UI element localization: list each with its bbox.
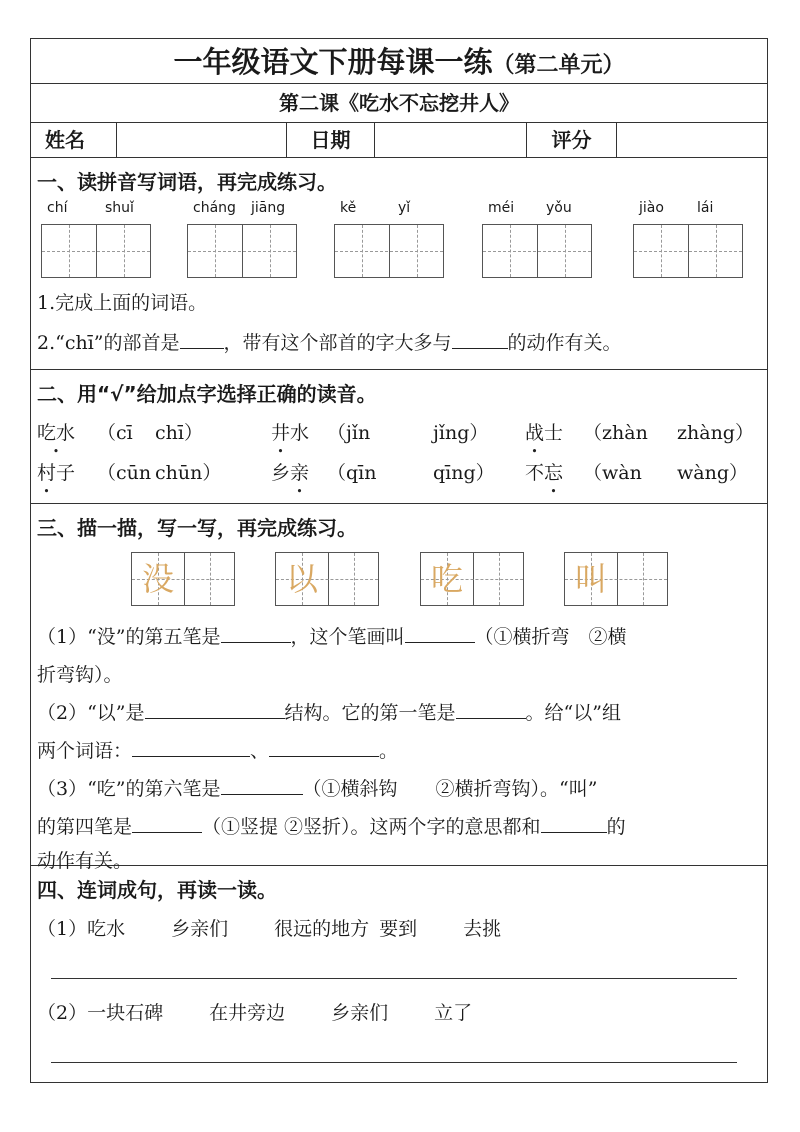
dotted-character: 忘	[544, 462, 564, 484]
reading-option-2[interactable]: jǐng）	[433, 422, 489, 444]
chi-stroke-blank[interactable]	[221, 776, 303, 795]
reading-option-2[interactable]: wàng）	[677, 462, 748, 484]
sentence-2-number: （2）	[37, 1002, 88, 1024]
character: 水	[290, 422, 310, 444]
trace-character: 以	[285, 560, 318, 598]
pinyin-grid-row	[31, 200, 767, 290]
radical-blank[interactable]	[180, 330, 224, 349]
structure-blank[interactable]	[145, 700, 285, 719]
s3-q2-part-c: 。给“以”组	[525, 702, 621, 724]
s1-q2-part-a: 2.“chī”的部首是	[37, 332, 180, 354]
meaning-blank[interactable]	[541, 814, 607, 833]
dotted-character: 村	[37, 462, 57, 484]
reading-option-1[interactable]: （qīn	[327, 462, 377, 484]
worksheet-title	[31, 39, 767, 84]
s3-q2-part-a: （2）“以”是	[37, 702, 145, 724]
reading-option-1[interactable]: （cūn	[97, 462, 152, 484]
s3-q3-part-b: （①横斜钩 ②横折弯钩）。“叫”	[302, 778, 598, 800]
word-chunk: 很远的地方	[274, 918, 370, 940]
row1-word-1	[37, 418, 75, 445]
s3-q3-part-d: （①竖提 ②竖折）。这两个字的意思都和	[202, 816, 541, 838]
tracing-box-2[interactable]	[275, 552, 379, 606]
s3-q2-part-d: 两个词语：	[37, 740, 133, 762]
worksheet	[30, 38, 768, 1083]
reading-option-1[interactable]: （cī	[97, 422, 133, 444]
dotted-character: 井	[271, 422, 291, 444]
title-text: 一年级语文下册每课一练	[173, 45, 493, 79]
s3-q3-line1	[31, 774, 597, 801]
pinyin-label: shuǐ	[105, 200, 134, 216]
title-suffix: （第二单元）	[492, 53, 625, 78]
word-box-1	[41, 200, 151, 290]
word-chunk: 去挑	[463, 918, 502, 940]
tracing-box-1[interactable]	[131, 552, 235, 606]
s1-q2-part-c: 的动作有关。	[507, 332, 622, 354]
score-field[interactable]	[617, 123, 767, 157]
name-field[interactable]	[117, 123, 287, 157]
tianzige-box[interactable]	[334, 224, 444, 278]
row1-word-2	[271, 418, 309, 445]
mei-stroke-blank[interactable]	[221, 624, 291, 643]
section-3	[31, 504, 767, 872]
tracing-box-3[interactable]	[420, 552, 524, 606]
character: 子	[56, 462, 76, 484]
sentence-1-number: （1）	[37, 918, 88, 940]
word-chunk: 一块石碑	[87, 1002, 164, 1024]
section-3-heading: 三、描一描，写一写，再完成练习。	[37, 516, 357, 540]
s3-q2-line2	[31, 736, 398, 763]
s1-q2	[31, 328, 622, 355]
score-label: 评分	[527, 123, 617, 157]
sentence-1	[31, 914, 501, 941]
pinyin-label: kě	[340, 200, 357, 216]
pinyin-label: yǐ	[398, 200, 411, 216]
word-box-5	[633, 200, 743, 290]
tianzige-box[interactable]	[633, 224, 743, 278]
word-chunk: 乡亲们	[171, 918, 229, 940]
sentence-2	[31, 998, 472, 1025]
sentence-1-words	[87, 918, 501, 940]
reading-option-2[interactable]: chūn）	[155, 462, 222, 484]
section-4-heading: 四、连词成句，再读一读。	[37, 878, 277, 902]
tianzige-box[interactable]	[482, 224, 592, 278]
tracing-grid-row	[31, 552, 767, 608]
row1-word-3	[525, 418, 563, 445]
tianzige-box[interactable]	[187, 224, 297, 278]
reading-option-1[interactable]: （wàn	[583, 462, 642, 484]
lesson-title: 第二课《吃水不忘挖井人》	[31, 84, 767, 123]
name-label: 姓名	[31, 123, 117, 157]
word-blank-1[interactable]	[132, 738, 250, 757]
reading-option-2[interactable]: zhàng）	[677, 422, 754, 444]
s1-q1: 1.完成上面的词语。	[37, 292, 208, 314]
trace-character: 没	[141, 560, 174, 598]
tianzige-box[interactable]	[41, 224, 151, 278]
student-info-row	[31, 123, 767, 158]
section-2-heading: 二、用“√”给加点字选择正确的读音。	[37, 382, 377, 406]
s3-q3-line3: 动作有关。	[37, 850, 133, 872]
word-chunk: 要到	[379, 918, 418, 940]
s1-q2-part-b: ，带有这个部首的字大多与	[223, 332, 452, 354]
reading-option-1[interactable]: （jǐn	[327, 422, 371, 444]
s3-q3-part-c: 的第四笔是	[37, 816, 133, 838]
reading-option-2[interactable]: qīng）	[433, 462, 495, 484]
row2-word-2	[271, 458, 309, 485]
character: 士	[544, 422, 564, 444]
word-box-4	[482, 200, 592, 290]
s3-q3-line2	[31, 812, 626, 839]
dotted-character: 战	[525, 422, 545, 444]
reading-option-1[interactable]: （zhàn	[583, 422, 648, 444]
s3-q2-part-f: 。	[379, 740, 399, 762]
s3-q1-part-b: ，这个笔画叫	[290, 626, 405, 648]
section-1-heading: 一、读拼音写词语，再完成练习。	[37, 170, 337, 194]
row2-word-3	[525, 458, 563, 485]
pinyin-label: lái	[697, 200, 714, 216]
trace-character: 叫	[574, 560, 607, 598]
character: 吃	[37, 422, 57, 444]
section-2	[31, 370, 767, 504]
pronunciation-row-1	[37, 418, 767, 448]
stroke-name-blank[interactable]	[405, 624, 475, 643]
word-blank-2[interactable]	[269, 738, 379, 757]
s3-q1-line2: 折弯钩）。	[37, 664, 123, 686]
row2-word-1	[37, 458, 75, 485]
s3-q1-part-a: （1）“没”的第五笔是	[37, 626, 221, 648]
word-chunk: 乡亲们	[331, 1002, 389, 1024]
pinyin-label: méi	[488, 200, 515, 216]
character: 水	[56, 422, 76, 444]
yi-first-stroke-blank[interactable]	[456, 700, 526, 719]
pronunciation-row-2	[37, 458, 767, 488]
jiao-stroke-blank[interactable]	[132, 814, 202, 833]
section-1	[31, 158, 767, 370]
pinyin-label: cháng	[193, 200, 236, 216]
pinyin-label: jiào	[639, 200, 664, 216]
s3-q3-part-a: （3）“吃”的第六笔是	[37, 778, 221, 800]
pinyin-label: chí	[47, 200, 68, 216]
s3-q2-line1	[31, 698, 621, 725]
word-chunk: 立了	[434, 1002, 473, 1024]
s3-q3-part-e: 的	[606, 816, 626, 838]
dotted-character: 亲	[290, 462, 310, 484]
answer-line-2[interactable]	[51, 1062, 737, 1063]
reading-option-2[interactable]: chī）	[155, 422, 203, 444]
character: 不	[525, 462, 545, 484]
date-label: 日期	[287, 123, 375, 157]
character: 乡	[271, 462, 291, 484]
answer-line-1[interactable]	[51, 978, 737, 979]
action-blank[interactable]	[452, 330, 508, 349]
s3-q1-line1	[31, 622, 627, 649]
s3-q2-part-e: 、	[250, 740, 270, 762]
word-box-2	[187, 200, 297, 290]
date-field[interactable]	[375, 123, 527, 157]
pinyin-label: jiāng	[251, 200, 286, 216]
tracing-box-4[interactable]	[564, 552, 668, 606]
sentence-2-words	[87, 1002, 472, 1024]
section-4	[31, 866, 767, 1083]
word-chunk: 在井旁边	[209, 1002, 286, 1024]
trace-character: 吃	[430, 560, 463, 598]
s3-q1-part-c: （①横折弯 ②横	[474, 626, 627, 648]
word-box-3	[334, 200, 444, 290]
s3-q2-part-b: 结构。它的第一笔是	[284, 702, 456, 724]
word-chunk: 吃水	[87, 918, 126, 940]
pinyin-label: yǒu	[546, 200, 572, 216]
